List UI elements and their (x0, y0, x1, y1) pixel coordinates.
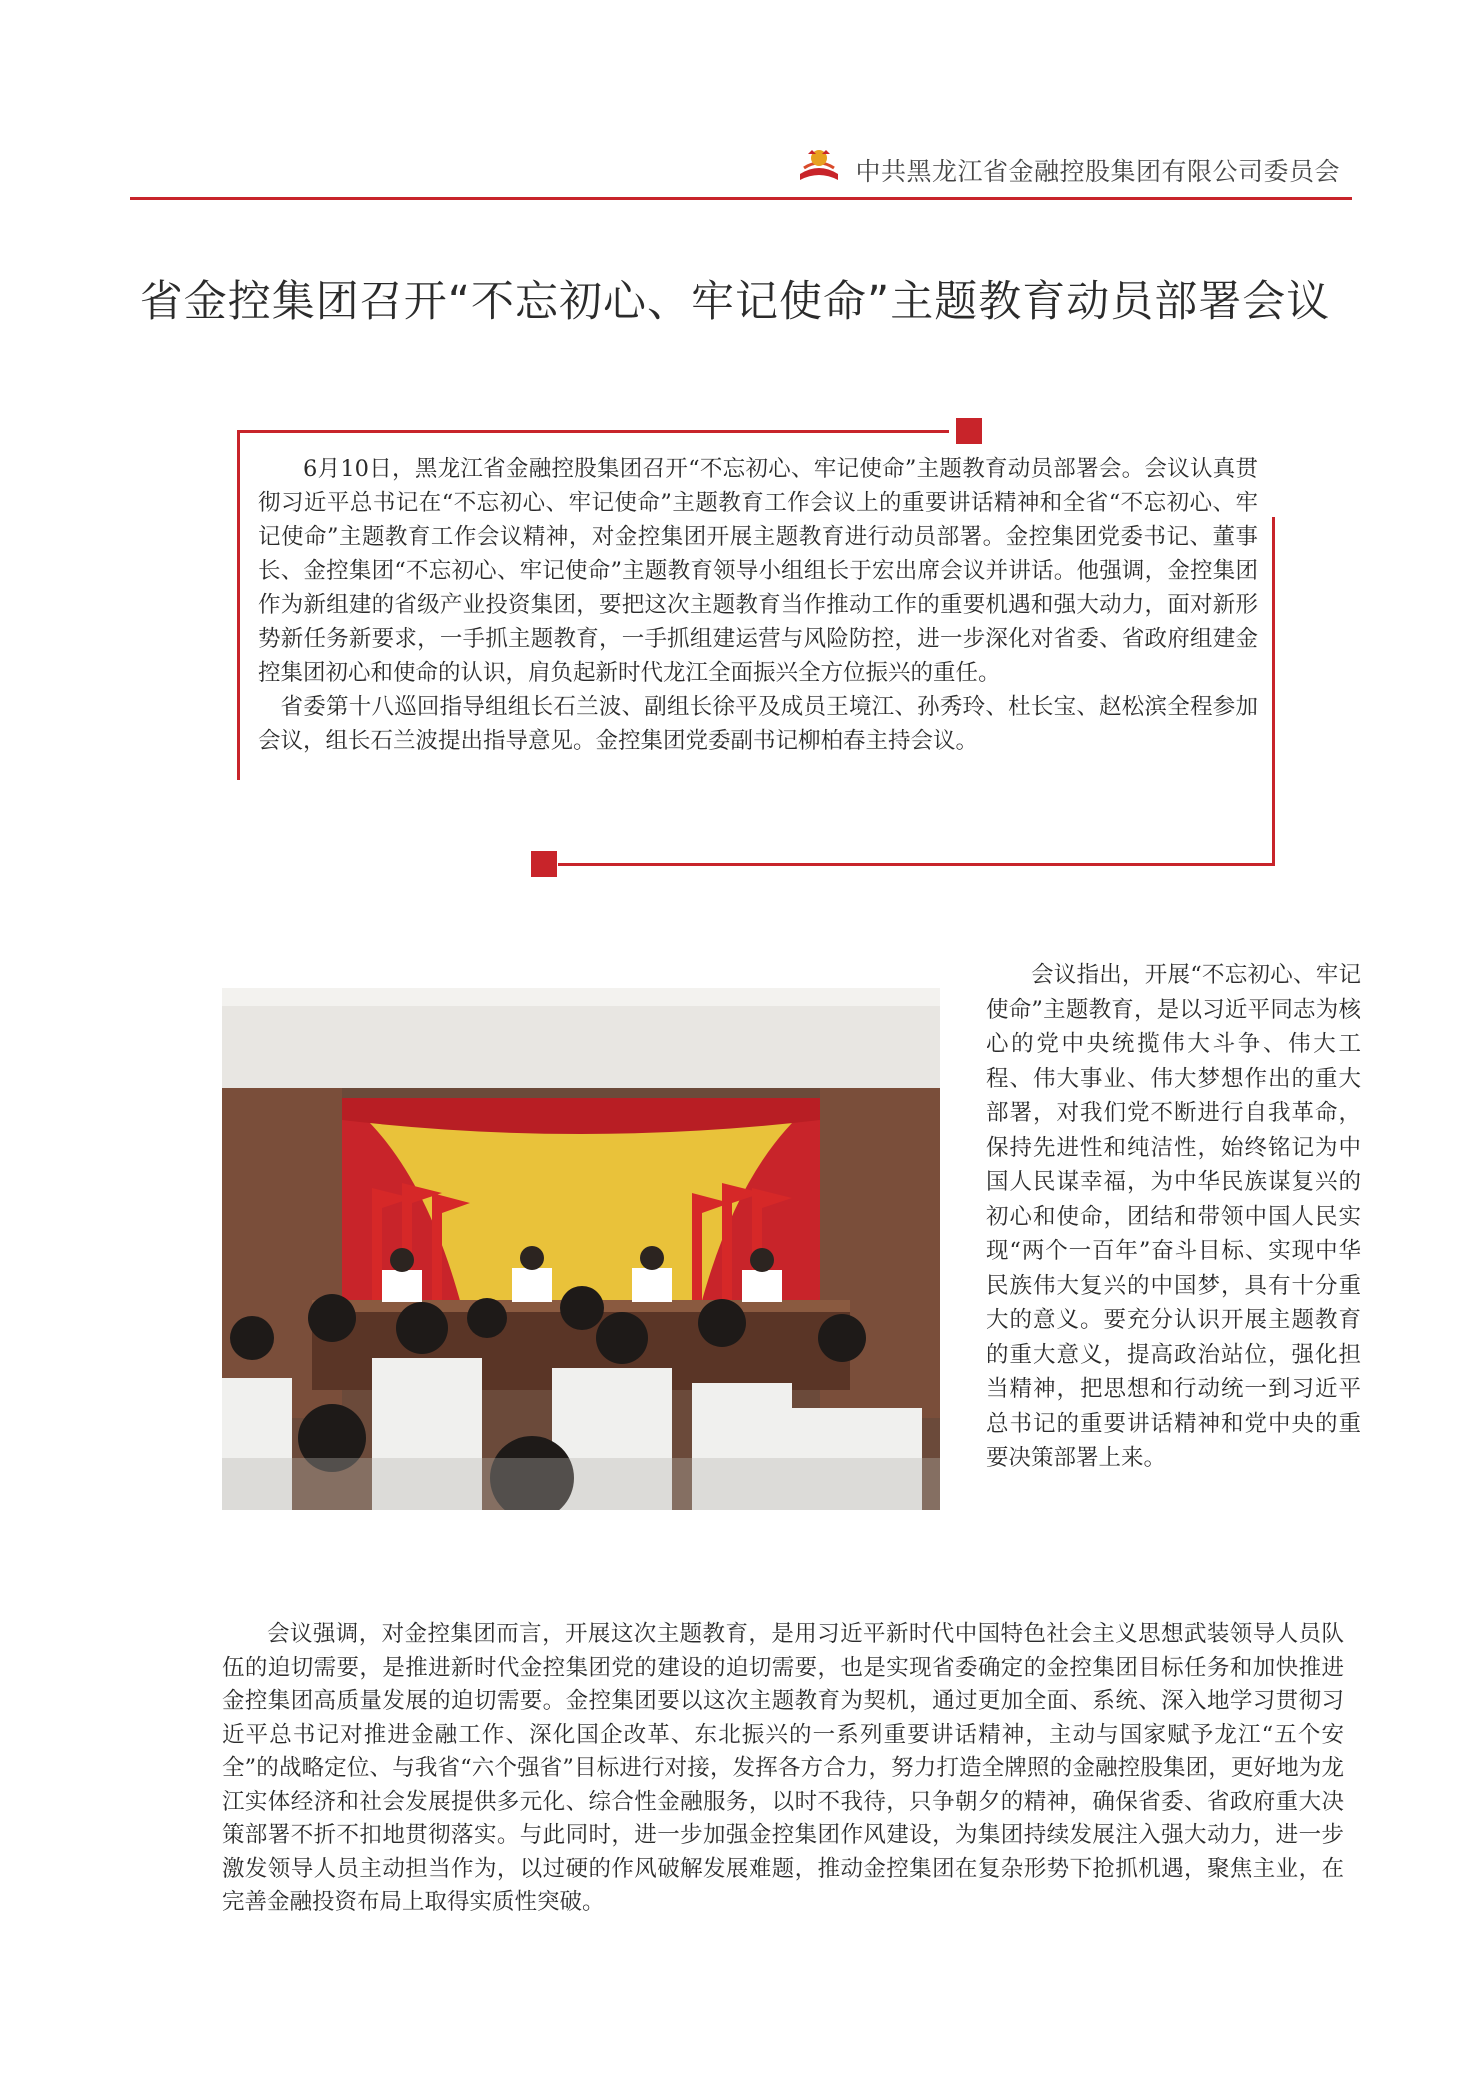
body-section (222, 1618, 1344, 1920)
page-header (130, 140, 1352, 202)
intro-paragraph: 省委第十八巡回指导组组长石兰波、副组长徐平及成员王境江、孙秀玲、杜长宝、赵松滨全程参加会议，组长石兰波提出指导意见。金控集团党委副书记柳柏春主持会议。 (258, 694, 1258, 754)
intro-frame-right (1272, 517, 1275, 865)
body-paragraph: 会议强调，对金控集团而言，开展这次主题教育，是用习近平新时代中国特色社会主义思想武装领导人员队伍的迫切需要，是推进新时代金控集团党的建设的迫切需要，也是实现省委确定的金控集团目标任务和加快推进金控集团高质量发展的迫切需要。金控集团要以这次主题教育为契机，通过更加全面、系统、深入地学习贯彻习近平总书记对推进金融工作、深化国企改革、东北振兴的一系列重要讲话精神，主动与国家赋予龙江“五个安全”的战略定位、与我省“六个强省”目标进行对接，发挥各方合力，努力打造全牌照的金融控股集团，更好地为龙江实体经济和社会发展提供多元化、综合性金融服务，以时不我待，只争朝夕的精神，确保省委、省政府重大决策部署不折不扣地贯彻落实。与此同时，进一步加强金控集团作风建设，为集团持续发展注入强大动力，进一步激发领导人员主动担当作为，以过硬的作风破解发展难题，推动金控集团在复杂形势下抢抓机遇，聚焦主业，在完善金融投资布局上取得实质性突破。 (222, 1621, 1344, 1915)
org-name: 中共黑龙江省金融控股集团有限公司委员会 (855, 157, 1340, 186)
intro-paragraph: 6月10日，黑龙江省金融控股集团召开“不忘初心、牢记使命”主题教育动员部署会。会议认真贯彻习近平总书记在“不忘初心、牢记使命”主题教育工作会议上的重要讲话精神和全省“不忘初心、牢记使命”主题教育工作会议精神，对金控集团开展主题教育进行动员部署。金控集团党委书记、董事长、金控集团“不忘初心、牢记使命”主题教育领导小组组长于宏出席会议并讲话。他强调，金控集团作为新组建的省级产业投资集团，要把这次主题教育当作推动工作的重要机遇和强大动力，面对新形势新任务新要求，一手抓主题教育，一手抓组建运营与风险防控，进一步深化对省委、省政府组建金控集团初心和使命的认识，肩负起新时代龙江全面振兴全方位振兴的重任。 (258, 456, 1258, 686)
side-paragraph: 会议指出，开展“不忘初心、牢记使命”主题教育，是以习近平同志为核心的党中央统揽伟大斗争、伟大工程、伟大事业、伟大梦想作出的重大部署，对我们党不断进行自我革命，保持先进性和纯洁性，始终铭记为中国人民谋幸福，为中华民族谋复兴的初心和使命，团结和带领中国人民实现“两个一百年”奋斗目标、实现中华民族伟大复兴的中国梦，具有十分重大的意义。要充分认识开展主题教育的重大意义，提高政治站位，强化担当精神，把思想和行动统一到习近平总书记的重要讲话精神和党中央的重要决策部署上来。 (986, 962, 1361, 1471)
side-column (986, 958, 1361, 1476)
article-title: 省金控集团召开“不忘初心、牢记使命”主题教育动员部署会议 (139, 277, 1331, 327)
header-divider (130, 197, 1352, 200)
intro-frame-bottom (558, 863, 1275, 866)
frame-square-top (956, 418, 982, 444)
intro-frame-left (237, 430, 240, 780)
meeting-photo (222, 988, 940, 1510)
intro-block (258, 452, 1258, 758)
frame-square-bottom (531, 851, 557, 877)
intro-frame-top (237, 430, 949, 433)
party-emblem-icon (796, 144, 842, 184)
